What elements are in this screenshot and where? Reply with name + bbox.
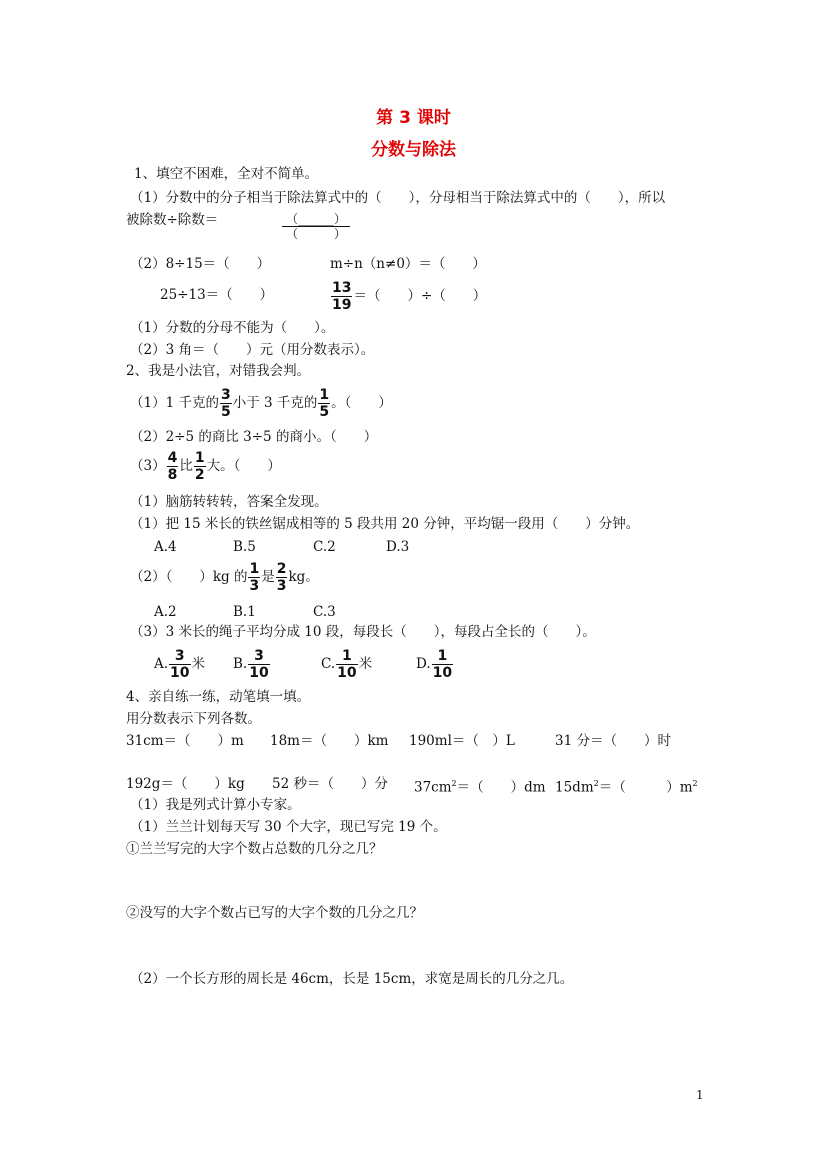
s3-q3-opt-c-den: 10 [337, 665, 357, 681]
s3-q1-opt-a: A.4 [154, 539, 177, 555]
s1-q2d-den: 19 [332, 297, 352, 313]
s2-q3-a: （3） [130, 458, 166, 474]
s3-q1-opt-d: D.3 [386, 539, 410, 555]
s2-q3-frac2-num: 1 [194, 450, 205, 466]
section2-heading: 2、我是小法官，对错我会判。 [126, 363, 311, 379]
s4-row2-item4-rest: ＝（ ）m [598, 779, 693, 796]
s3-q3-opt-b-den: 10 [249, 665, 269, 681]
s5-q1: （1）兰兰计划每天写 30 个大字，现已写完 19 个。 [130, 819, 447, 835]
s4-row2-item1: 192g＝（ ）kg [126, 776, 245, 792]
s3-q3-opt-a-unit: 米 [191, 656, 206, 672]
s3-q2-frac2 [276, 561, 288, 594]
s1-q4: （2）3 角＝（ ）元（用分数表示）。 [130, 342, 375, 358]
s2-q1 [130, 383, 392, 423]
s1-q3: （1）分数的分母不能为（ ）。 [130, 320, 335, 336]
s3-q2-frac1-den: 3 [249, 578, 260, 594]
s3-q2-opt-b: B.1 [233, 604, 256, 620]
s3-q2-opt-c: C.3 [313, 604, 336, 620]
s4-row1-item3: 190ml＝（ ）L [409, 733, 515, 749]
s1-q2d-fraction [331, 280, 352, 313]
s5-q1b: ②没写的大字个数占已写的大字个数的几分之几？ [126, 905, 423, 921]
s4-row2-item3-a: 37cm [414, 779, 452, 796]
s3-q3-opt-c-unit: 米 [358, 656, 373, 672]
s5-q2: （2）一个长方形的周长是 46cm，长是 15cm，求宽是周长的几分之几。 [130, 971, 574, 987]
s2-q3-frac1 [167, 450, 179, 483]
s3-q2-frac1-num: 1 [249, 561, 260, 577]
s3-q3-opt-c-num: 1 [336, 648, 357, 665]
s3-q2-frac1 [248, 561, 260, 594]
s5-q1a: ①兰兰写完的大字个数占总数的几分之几？ [126, 841, 383, 857]
s2-q1-frac2-den: 5 [319, 404, 330, 420]
s3-q2-b: 是 [261, 569, 275, 585]
s3-q2-frac2-den: 3 [276, 578, 287, 594]
s2-q3-frac1-den: 8 [167, 467, 178, 483]
s3-q1-opt-c: C.2 [313, 539, 336, 555]
s3-q3-opt-a-label: A. [154, 656, 169, 672]
s3-q3-opt-a-frac [169, 648, 190, 681]
s1-q1-line1: （1）分数中的分子相当于除法算式中的（ ），分母相当于除法算式中的（ ），所以 [130, 190, 666, 206]
s2-q1-frac1 [220, 387, 232, 420]
s3-q3-opt-d-frac [432, 648, 453, 681]
s4-row1-item1: 31cm＝（ ）m [126, 733, 244, 749]
s3-q3-opt-c-label: C. [321, 656, 336, 672]
s2-q3 [130, 446, 281, 486]
s3-q3-opt-d-num: 1 [432, 648, 453, 665]
s4-row2-item3-sup: 2 [451, 779, 457, 788]
lesson-number: 第 3 课时 [376, 108, 451, 128]
s4-row1-item2: 18m＝（ ）km [270, 733, 389, 749]
s3-q3-opt-d [416, 644, 454, 684]
s2-q3-b: 比 [179, 458, 193, 474]
s3-q3-opt-a-den: 10 [170, 665, 190, 681]
s3-q3: （3）3 米长的绳子平均分成 10 段，每段长（ ），每段占全长的（ ）。 [130, 624, 596, 640]
s3-q1: （1）把 15 米长的铁丝锯成相等的 5 段共用 20 分钟，平均锯一段用（ ）分钟。 [130, 516, 640, 532]
s3-q2-opt-a: A.2 [154, 604, 177, 620]
s3-q3-opt-b-frac [248, 648, 269, 681]
s1-q2d [330, 276, 486, 316]
s2-q3-frac1-num: 4 [167, 450, 178, 466]
s3-q2-frac2-num: 2 [276, 561, 287, 577]
s2-q3-c: 大。（ ） [206, 458, 281, 474]
s3-q3-opt-a-num: 3 [169, 648, 190, 665]
s1-q1-fraction [282, 212, 350, 241]
s4-subheading: 用分数表示下列各数。 [126, 711, 261, 727]
page-number: 1 [696, 1088, 704, 1102]
s3-q3-opt-d-den: 10 [432, 665, 453, 681]
section4-heading: 4、亲自练一练，动笔填一填。 [126, 689, 311, 705]
s4-row2-item3-rest: ＝（ ）dm [456, 779, 546, 796]
s3-q3-opt-b-num: 3 [248, 648, 269, 665]
s4-row2-item4-sup2: 2 [692, 779, 698, 788]
s3-q3-opt-b [233, 644, 271, 684]
s4-row2-item2: 52 秒＝（ ）分 [272, 776, 388, 792]
s4-row2-item4-sup: 2 [593, 779, 599, 788]
s1-q2d-rest: ＝（ ）÷（ ） [353, 288, 487, 304]
s2-q1-frac2-num: 1 [319, 387, 330, 403]
s1-q1-frac-den: （ ） [286, 227, 347, 241]
s4-row2-item3 [414, 775, 546, 797]
s1-q1-line2-text: 被除数÷除数＝ [126, 212, 219, 228]
s2-q2: （2）2÷5 的商比 3÷5 的商小。（ ） [130, 429, 378, 445]
s2-q1-b: 小于 3 千克的 [232, 395, 318, 411]
s2-q1-c: 。（ ） [331, 395, 392, 411]
s2-q3-frac2-den: 2 [194, 467, 205, 483]
s3-q3-opt-b-label: B. [233, 656, 248, 672]
s4-row2-item4-a: 15dm [555, 779, 594, 796]
s2-q1-frac2 [318, 387, 330, 420]
lesson-title: 分数与除法 [371, 140, 456, 160]
s2-q3-frac2 [194, 450, 206, 483]
section3-heading: （1）脑筋转转转，答案全发现。 [130, 494, 328, 510]
s3-q2 [130, 557, 319, 597]
s3-q2-c: kg。 [288, 569, 319, 585]
s1-q2d-num: 13 [332, 280, 352, 296]
s4-row2-item4 [555, 775, 698, 797]
s4-row1-item4: 31 分＝（ ）时 [555, 733, 671, 749]
section5-heading: （1）我是列式计算小专家。 [130, 797, 301, 813]
section1-heading: 1、填空不困难，全对不简单。 [134, 166, 319, 182]
s1-q2c: 25÷13＝（ ） [160, 287, 274, 303]
s1-q1-frac-num: （______） [282, 212, 350, 227]
s3-q2-a: （2）（ ）kg 的 [130, 569, 248, 585]
s3-q3-opt-c [321, 644, 372, 684]
s2-q1-frac1-den: 5 [220, 404, 231, 420]
s1-q2b: m÷n（n≠0）＝（ ） [330, 256, 486, 272]
s2-q1-a: （1）1 千克的 [130, 395, 219, 411]
s3-q3-opt-c-frac [336, 648, 357, 681]
s1-q1-line2 [126, 211, 218, 229]
s1-q2a: （2）8÷15＝（ ） [130, 256, 271, 272]
s3-q3-opt-d-label: D. [416, 656, 431, 672]
s3-q3-opt-a [154, 644, 205, 684]
s2-q1-frac1-num: 3 [220, 387, 231, 403]
s3-q1-opt-b: B.5 [233, 539, 256, 555]
